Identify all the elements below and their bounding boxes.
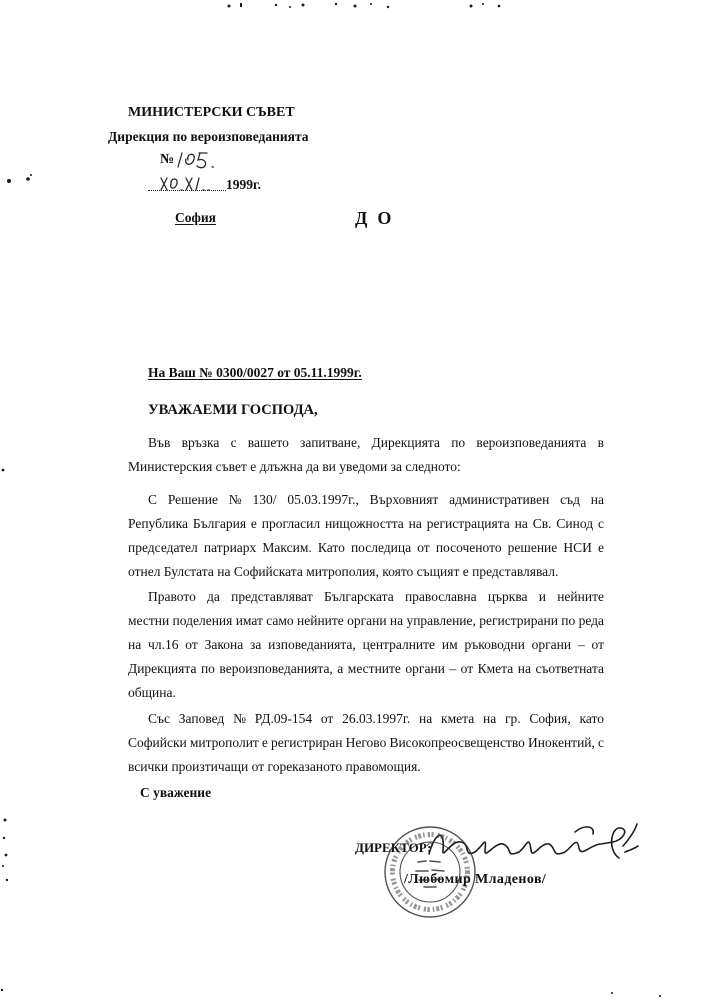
city-name: София <box>175 210 216 225</box>
outgoing-number-label: № <box>160 152 175 167</box>
paragraph-line: Във връзка с вашето запитване, Дирекцията по вероизповеданията в <box>148 435 604 450</box>
closing-phrase: С уважение <box>140 785 212 800</box>
salutation: УВАЖАЕМИ ГОСПОДА, <box>148 402 318 418</box>
paragraph-line: Република България е прогласил нищожността на регистрацията на Св. Синод с <box>128 516 604 531</box>
paragraph-line: Софийски митрополит е регистриран Негово Високопреосвещенство Инокентий, с <box>128 735 604 750</box>
paragraph-line: местни поделения имат само нейните органи на управление, регистрирани по реда <box>128 613 604 628</box>
handwritten-number <box>170 148 220 172</box>
date-year: 1999г. <box>226 177 261 192</box>
paragraph-line: Дирекцията по вероизповеданията, а местните органи – от Кмета на съответната <box>128 661 604 676</box>
paragraph-line: на чл.16 от Закона за изповеданията, централните им ръководни органи – от <box>128 637 604 652</box>
body-paragraph-4 <box>128 707 604 779</box>
paragraph-line: Правото да представляват Българската православна църква и нейните <box>148 589 604 604</box>
body-paragraph-3 <box>128 585 604 705</box>
paragraph-line: Министерския съвет е длъжна да ви уведоми за следното: <box>128 459 461 474</box>
signatory-name: /Любомир Младенов/ <box>404 872 547 887</box>
paragraph-line: Със Заповед № РД.09-154 от 26.03.1997г. на кмета на гр. София, като <box>148 711 604 726</box>
paragraph-line: председател патриарх Максим. Като последица от посоченото решение НСИ е <box>128 540 604 555</box>
official-round-stamp <box>380 824 480 924</box>
body-paragraph-1 <box>128 431 604 479</box>
department-name: Дирекция по вероизповеданията <box>108 129 309 144</box>
handwritten-date <box>157 174 223 194</box>
paragraph-line: всички произтичащи от гореказаното правомощия. <box>128 759 421 774</box>
reference-line: На Ваш № 0300/0027 от 05.11.1999г. <box>148 365 362 380</box>
body-paragraph-2 <box>128 488 604 584</box>
addressee-label: ДО <box>355 208 402 228</box>
institution-name: МИНИСТЕРСКИ СЪВЕТ <box>128 105 295 120</box>
paragraph-line: отнел Булстата на Софийската митрополия, която същият е представлявал. <box>128 564 559 579</box>
paragraph-line: община. <box>128 685 176 700</box>
paragraph-line: С Решение № 130/ 05.03.1997г., Върховният административен съд на <box>148 492 604 507</box>
signatory-title: ДИРЕКТОР: <box>355 840 432 855</box>
